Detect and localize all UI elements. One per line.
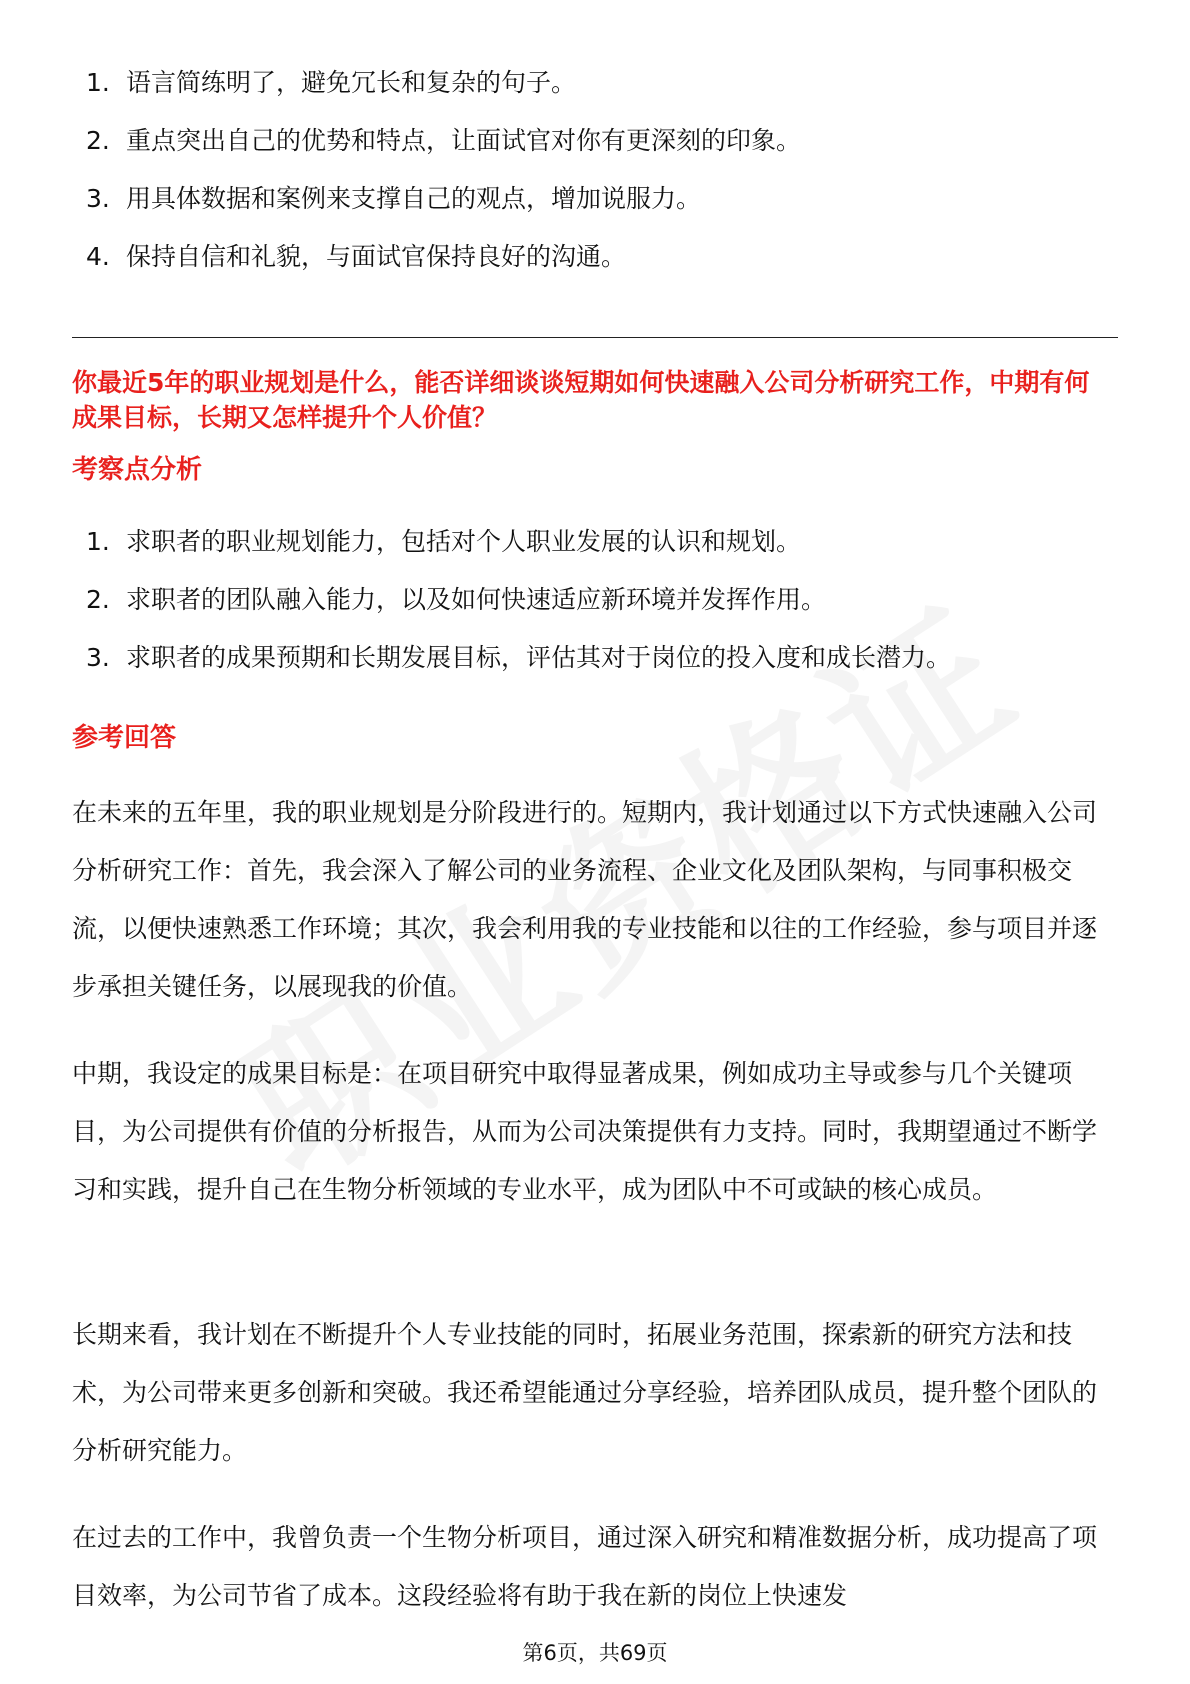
list-item [86, 68, 801, 126]
list-item-text: 求职者的团队融入能力，以及如何快速适应新环境并发挥作用。 [126, 585, 827, 614]
list-item [86, 126, 801, 184]
section-divider [72, 337, 1118, 338]
list-item-text: 保持自信和礼貌，与面试官保持良好的沟通。 [126, 242, 627, 271]
list-item-number: 4. [86, 242, 110, 271]
list-item-number: 2. [86, 585, 110, 614]
list-item-text: 语言简练明了，避免冗长和复杂的句子。 [126, 68, 577, 97]
answer-paragraph: 在未来的五年里，我的职业规划是分阶段进行的。短期内，我计划通过以下方式快速融入公司分析研究工作：首先，我会深入了解公司的业务流程、企业文化及团队架构，与同事积极交流，以便快速熟悉工作环境；其次，我会利用我的专业技能和以往的工作经验，参与项目并逐步承担关键任务，以展现我的价值。 [72, 798, 1098, 1001]
list-item-text: 求职者的成果预期和长期发展目标，评估其对于岗位的投入度和成长潜力。 [126, 643, 952, 672]
tips-list [86, 68, 801, 300]
list-item-number: 3. [86, 184, 110, 213]
list-item [86, 184, 801, 242]
list-item-text: 用具体数据和案例来支撑自己的观点，增加说服力。 [126, 184, 702, 213]
list-item [86, 643, 951, 701]
list-item-number: 3. [86, 643, 110, 672]
analysis-list [86, 527, 951, 701]
answer-heading: 参考回答 [72, 723, 177, 753]
page-number: 第6页，共69页 [522, 1641, 668, 1665]
answer-paragraph: 在过去的工作中，我曾负责一个生物分析项目，通过深入研究和精准数据分析，成功提高了项目效率，为公司节省了成本。这段经验将有助于我在新的岗位上快速发 [72, 1523, 1098, 1610]
answer-paragraph: 中期，我设定的成果目标是：在项目研究中取得显著成果，例如成功主导或参与几个关键项目，为公司提供有价值的分析报告，从而为公司决策提供有力支持。同时，我期望通过不断学习和实践，提升自己在生物分析领域的专业水平，成为团队中不可或缺的核心成员。 [72, 1059, 1098, 1204]
list-item-number: 2. [86, 126, 110, 155]
answer-paragraph: 长期来看，我计划在不断提升个人专业技能的同时，拓展业务范围，探索新的研究方法和技术，为公司带来更多创新和突破。我还希望能通过分享经验，培养团队成员，提升整个团队的分析研究能力。 [72, 1320, 1098, 1465]
list-item [86, 242, 801, 300]
analysis-heading: 考察点分析 [72, 455, 203, 485]
list-item-number: 1. [86, 527, 110, 556]
list-item-number: 1. [86, 68, 110, 97]
list-item [86, 527, 951, 585]
list-item-text: 求职者的职业规划能力，包括对个人职业发展的认识和规划。 [126, 527, 802, 556]
interview-question: 你最近5年的职业规划是什么，能否详细谈谈短期如何快速融入公司分析研究工作，中期有何成果目标，长期又怎样提升个人价值？ [72, 368, 1090, 432]
list-item-text: 重点突出自己的优势和特点，让面试官对你有更深刻的印象。 [126, 126, 802, 155]
list-item [86, 585, 951, 643]
